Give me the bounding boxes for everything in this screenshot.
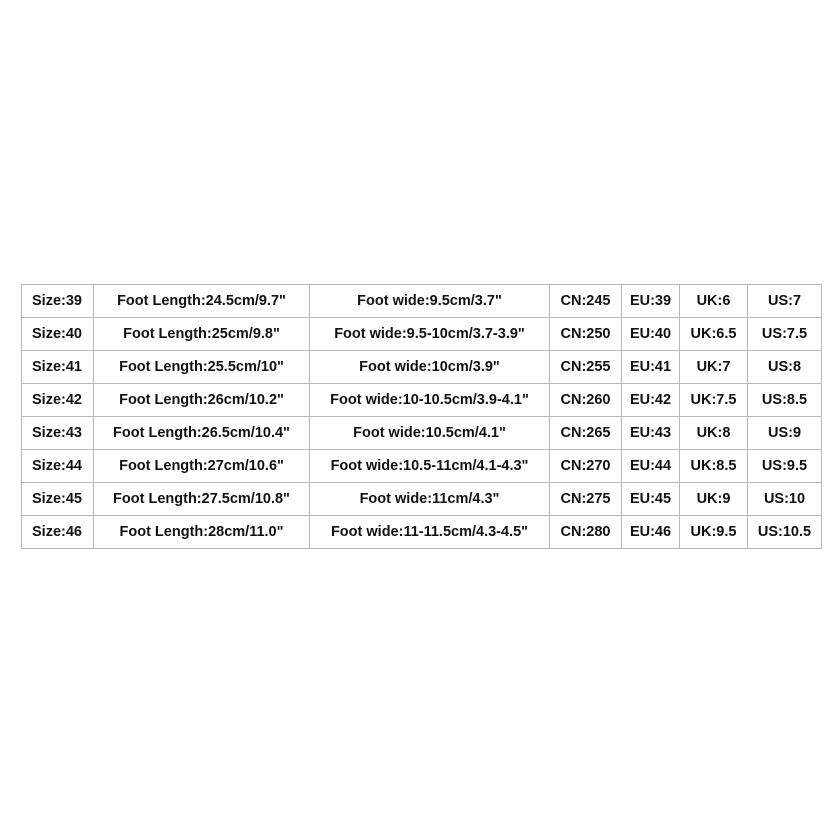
foot-length-cell: Foot Length:26cm/10.2" bbox=[94, 384, 310, 417]
uk-size-cell: UK:6.5 bbox=[680, 318, 748, 351]
uk-size-cell: UK:6 bbox=[680, 285, 748, 318]
foot-wide-cell: Foot wide:11cm/4.3" bbox=[310, 483, 550, 516]
table-row bbox=[22, 384, 822, 417]
size-cell: Size:42 bbox=[22, 384, 94, 417]
cn-size-cell: CN:260 bbox=[550, 384, 622, 417]
foot-wide-cell: Foot wide:10.5-11cm/4.1-4.3" bbox=[310, 450, 550, 483]
us-size-cell: US:10.5 bbox=[748, 516, 822, 549]
eu-size-cell: EU:44 bbox=[622, 450, 680, 483]
size-cell: Size:39 bbox=[22, 285, 94, 318]
eu-size-cell: EU:45 bbox=[622, 483, 680, 516]
cn-size-cell: CN:255 bbox=[550, 351, 622, 384]
eu-size-cell: EU:42 bbox=[622, 384, 680, 417]
uk-size-cell: UK:8 bbox=[680, 417, 748, 450]
table-row bbox=[22, 285, 822, 318]
us-size-cell: US:10 bbox=[748, 483, 822, 516]
us-size-cell: US:8.5 bbox=[748, 384, 822, 417]
size-chart-body bbox=[22, 285, 822, 549]
foot-length-cell: Foot Length:28cm/11.0" bbox=[94, 516, 310, 549]
table-row bbox=[22, 516, 822, 549]
table-row bbox=[22, 417, 822, 450]
table-row bbox=[22, 483, 822, 516]
foot-length-cell: Foot Length:24.5cm/9.7" bbox=[94, 285, 310, 318]
foot-length-cell: Foot Length:25cm/9.8" bbox=[94, 318, 310, 351]
size-cell: Size:44 bbox=[22, 450, 94, 483]
cn-size-cell: CN:245 bbox=[550, 285, 622, 318]
foot-wide-cell: Foot wide:9.5cm/3.7" bbox=[310, 285, 550, 318]
foot-wide-cell: Foot wide:11-11.5cm/4.3-4.5" bbox=[310, 516, 550, 549]
size-cell: Size:40 bbox=[22, 318, 94, 351]
foot-length-cell: Foot Length:25.5cm/10" bbox=[94, 351, 310, 384]
us-size-cell: US:9.5 bbox=[748, 450, 822, 483]
us-size-cell: US:7 bbox=[748, 285, 822, 318]
uk-size-cell: UK:7.5 bbox=[680, 384, 748, 417]
table-row bbox=[22, 351, 822, 384]
table-row bbox=[22, 318, 822, 351]
cn-size-cell: CN:265 bbox=[550, 417, 622, 450]
foot-wide-cell: Foot wide:9.5-10cm/3.7-3.9" bbox=[310, 318, 550, 351]
foot-length-cell: Foot Length:26.5cm/10.4" bbox=[94, 417, 310, 450]
eu-size-cell: EU:41 bbox=[622, 351, 680, 384]
uk-size-cell: UK:9 bbox=[680, 483, 748, 516]
size-cell: Size:43 bbox=[22, 417, 94, 450]
cn-size-cell: CN:275 bbox=[550, 483, 622, 516]
eu-size-cell: EU:39 bbox=[622, 285, 680, 318]
size-chart-table bbox=[21, 284, 822, 549]
foot-length-cell: Foot Length:27cm/10.6" bbox=[94, 450, 310, 483]
foot-length-cell: Foot Length:27.5cm/10.8" bbox=[94, 483, 310, 516]
us-size-cell: US:9 bbox=[748, 417, 822, 450]
size-cell: Size:41 bbox=[22, 351, 94, 384]
cn-size-cell: CN:280 bbox=[550, 516, 622, 549]
uk-size-cell: UK:8.5 bbox=[680, 450, 748, 483]
cn-size-cell: CN:270 bbox=[550, 450, 622, 483]
eu-size-cell: EU:43 bbox=[622, 417, 680, 450]
foot-wide-cell: Foot wide:10cm/3.9" bbox=[310, 351, 550, 384]
eu-size-cell: EU:40 bbox=[622, 318, 680, 351]
eu-size-cell: EU:46 bbox=[622, 516, 680, 549]
us-size-cell: US:8 bbox=[748, 351, 822, 384]
uk-size-cell: UK:9.5 bbox=[680, 516, 748, 549]
size-cell: Size:46 bbox=[22, 516, 94, 549]
uk-size-cell: UK:7 bbox=[680, 351, 748, 384]
table-row bbox=[22, 450, 822, 483]
cn-size-cell: CN:250 bbox=[550, 318, 622, 351]
foot-wide-cell: Foot wide:10-10.5cm/3.9-4.1" bbox=[310, 384, 550, 417]
size-cell: Size:45 bbox=[22, 483, 94, 516]
foot-wide-cell: Foot wide:10.5cm/4.1" bbox=[310, 417, 550, 450]
us-size-cell: US:7.5 bbox=[748, 318, 822, 351]
